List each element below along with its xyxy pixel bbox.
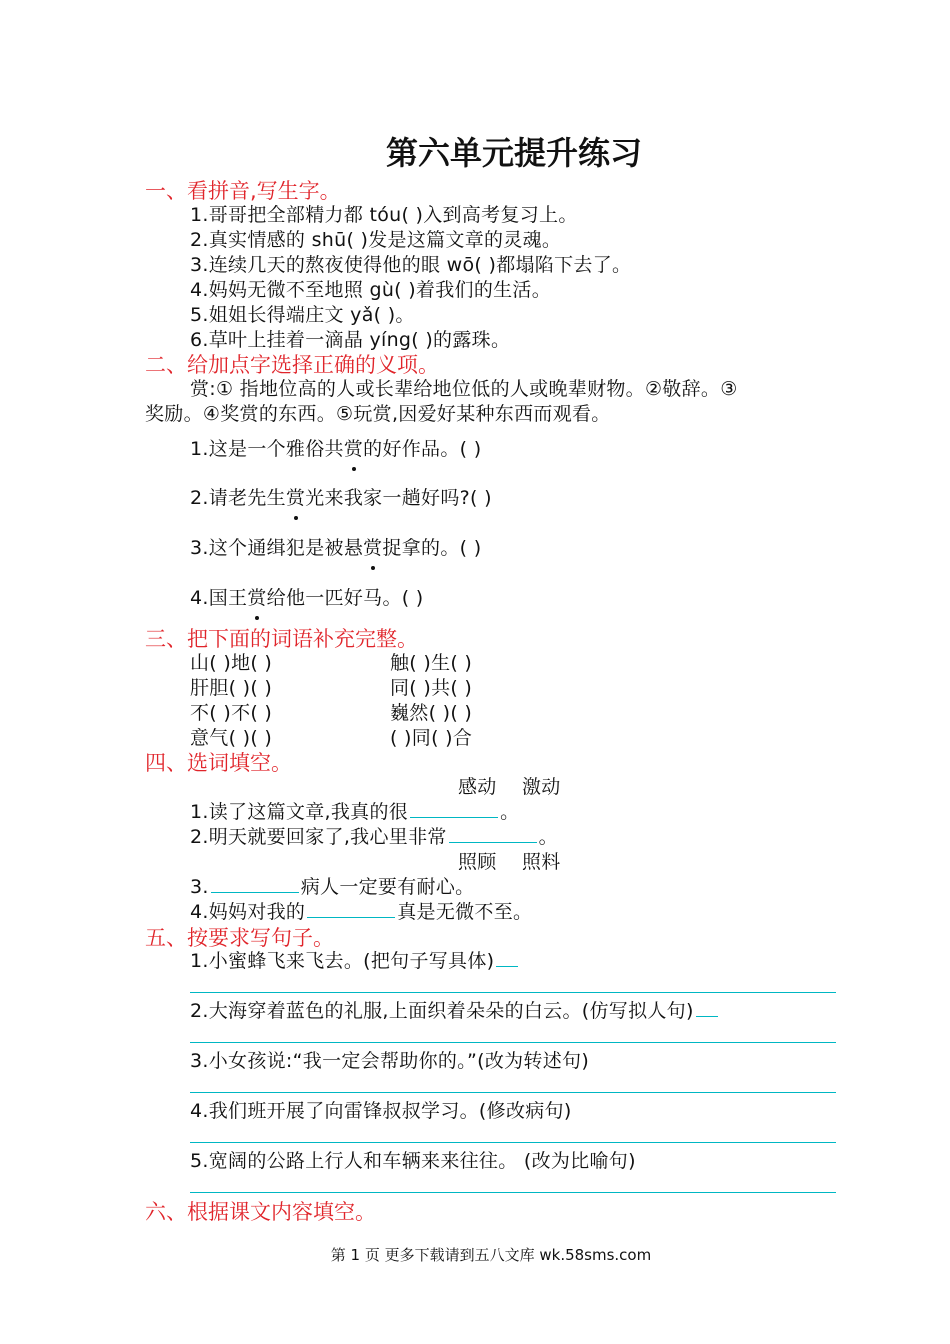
page-title: 第六单元提升练习 [386, 134, 643, 172]
s2-item-text: 2.请老先生 [190, 487, 286, 509]
s4-item-text: 。 [500, 801, 520, 823]
s2-item-text: 捉拿的。( ) [382, 537, 482, 559]
s3-row-2-right: 同( )共( ) [390, 677, 473, 699]
emphasis-dot-char: 赏 [344, 434, 363, 461]
s3-row-2-left: 肝胆( )( ) [190, 677, 273, 699]
answer-blank[interactable] [696, 1015, 718, 1017]
answer-line[interactable] [190, 992, 836, 993]
s4-item-4 [190, 897, 532, 924]
s2-item-3 [190, 533, 481, 560]
s3-row-3-left: 不( )不( ) [190, 702, 273, 724]
answer-line[interactable] [190, 1192, 836, 1193]
s4-item-text: 病人一定要有耐心。 [300, 876, 475, 898]
s1-item-1: 1.哥哥把全部精力都 tóu( )入到高考复习上。 [190, 204, 578, 226]
s2-definition-line-2: 奖励。④奖赏的东西。⑤玩赏,因爱好某种东西而观看。 [145, 403, 611, 425]
section-2-heading: 二、给加点字选择正确的义项。 [145, 353, 439, 377]
s1-item-5: 5.姐姐长得端庄文 yǎ( )。 [190, 304, 415, 326]
s2-item-2 [190, 483, 492, 510]
emphasis-dot-char: 赏 [363, 533, 382, 560]
s2-item-text: 1.这是一个雅俗共 [190, 438, 344, 460]
s4-item-1 [190, 797, 519, 824]
s2-definition-line-1: 赏:① 指地位高的人或长辈给地位低的人或晚辈财物。②敬辞。③ [190, 378, 738, 400]
s4-item-text: 4.妈妈对我的 [190, 901, 306, 923]
s2-item-4 [190, 583, 424, 610]
s4-item-text: 2.明天就要回家了,我心里非常 [190, 826, 447, 848]
s2-item-text: 光来我家一趟好吗?( ) [305, 487, 492, 509]
answer-blank[interactable] [496, 965, 518, 967]
answer-blank[interactable] [410, 816, 498, 818]
section-1-heading: 一、看拼音,写生字。 [145, 179, 341, 203]
s2-item-text: 给他一匹好马。( ) [266, 587, 424, 609]
s5-item-4: 4.我们班开展了向雷锋叔叔学习。(修改病句) [190, 1100, 572, 1122]
s1-item-3: 3.连续几天的熬夜使得他的眼 wō( )都塌陷下去了。 [190, 254, 632, 276]
s4-item-text: 3. [190, 876, 209, 898]
s2-item-text: 3.这个通缉犯是被悬 [190, 537, 364, 559]
s4-item-3 [190, 872, 474, 899]
s3-row-1-left: 山( )地( ) [190, 652, 273, 674]
s2-item-1 [190, 434, 481, 461]
s5-item-1 [190, 946, 520, 973]
s1-item-4: 4.妈妈无微不至地照 gù( )着我们的生活。 [190, 279, 552, 301]
s3-row-4-right: ( )同( )合 [390, 727, 473, 749]
s4-word-choices-2: 照顾 照料 [458, 851, 561, 873]
section-3-heading: 三、把下面的词语补充完整。 [145, 627, 418, 651]
s4-item-text: 1.读了这篇文章,我真的很 [190, 801, 409, 823]
s3-row-4-left: 意气( )( ) [190, 727, 273, 749]
answer-line[interactable] [190, 1142, 836, 1143]
s4-item-2 [190, 822, 558, 849]
s5-item-3: 3.小女孩说:“我一定会帮助你的。”(改为转述句) [190, 1050, 590, 1072]
s3-row-3-right: 巍然( )( ) [390, 702, 473, 724]
answer-blank[interactable] [449, 841, 537, 843]
answer-line[interactable] [190, 1092, 836, 1093]
section-5-heading: 五、按要求写句子。 [145, 926, 334, 950]
section-6-heading: 六、根据课文内容填空。 [145, 1200, 376, 1224]
answer-blank[interactable] [211, 891, 299, 893]
s5-item-2 [190, 996, 720, 1023]
s3-row-1-right: 触( )生( ) [390, 652, 473, 674]
answer-blank[interactable] [307, 916, 395, 918]
emphasis-dot-char: 赏 [286, 483, 305, 510]
page-footer: 第 1 页 更多下载请到五八文库 wk.58sms.com [330, 1246, 652, 1264]
emphasis-dot-char: 赏 [247, 583, 266, 610]
s1-item-2: 2.真实情感的 shū( )发是这篇文章的灵魂。 [190, 229, 562, 251]
s5-item-5: 5.宽阔的公路上行人和车辆来来往往。 (改为比喻句) [190, 1150, 636, 1172]
s4-word-choices-1: 感动 激动 [458, 776, 561, 798]
s2-item-text: 4.国王 [190, 587, 248, 609]
s2-item-text: 的好作品。( ) [363, 438, 482, 460]
s5-item-text: 2.大海穿着蓝色的礼服,上面织着朵朵的白云。(仿写拟人句) [190, 1000, 694, 1022]
section-4-heading: 四、选词填空。 [145, 751, 292, 775]
s5-item-text: 1.小蜜蜂飞来飞去。(把句子写具体) [190, 950, 495, 972]
s4-item-text: 真是无微不至。 [397, 901, 533, 923]
s4-item-text: 。 [538, 826, 558, 848]
answer-line[interactable] [190, 1042, 836, 1043]
s1-item-6: 6.草叶上挂着一滴晶 yíng( )的露珠。 [190, 329, 511, 351]
